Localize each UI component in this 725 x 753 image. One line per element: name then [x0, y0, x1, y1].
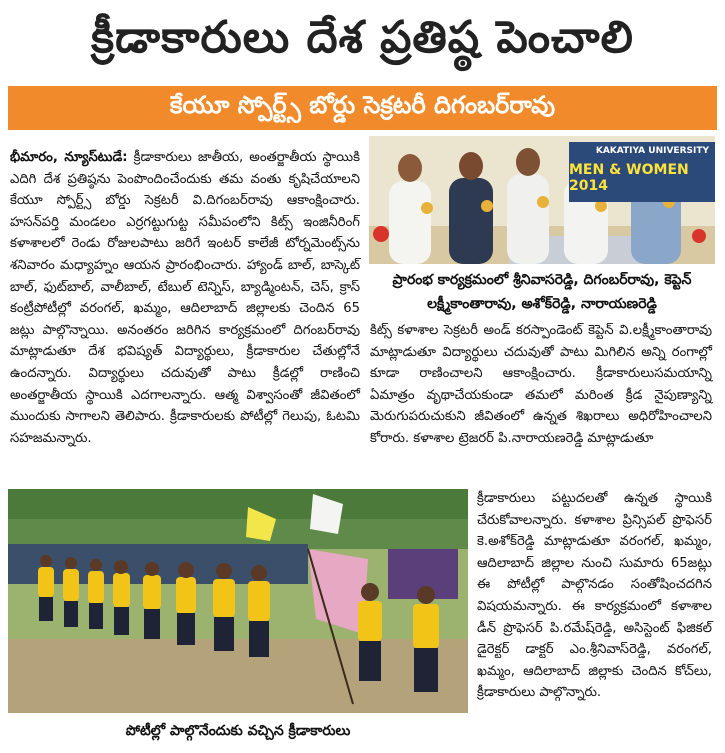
subheadline: కేయూ స్పోర్ట్స్ బోర్డు సెక్రటరీ దిగంబర్‌రావు — [169, 91, 556, 119]
article-column-1-text: క్రీడాకారులు జాతీయ, అంతర్జాతీయ స్థాయికి ఎదిగి దేశ ప్రతిష్ఠను పెంపొందించేందుకు తమ వంతు కృషిచేయాలని కేయూ స్పోర్ట్స్ బోర్డు సెక్రటరీ వి.దిగంబర్‌రావు ఆకాంక్షించారు. హసన్‌పర్తి మండలం ఎర్రగట్టుగుట్ట సమీపంలోని కిట్స్ ఇంజినీరింగ్ కళాశాలలో రెండు రోజులపాటు జరిగే ఇంటర్ కాలేజీ టోర్నమెంట్స్‌ను శనివారం మధ్యాహ్నం ఆయన ప్రారంభించారు. హ్యాండ్ బాల్, బాస్కెట్ బాల్, ఫుట్‌బాల్, వాలీబాల్, టేబుల్ టెన్నిస్, బ్యాడ్మింటన్, చెస్, క్రాస్ కంట్రీపోటీల్లో వరంగల్, ఖమ్మం, ఆదిలాబాద్ జిల్లాలకు చెందిన 65 జట్లు పాల్గొన్నాయి. అనంతరం జరిగిన కార్యక్రమంలో దిగంబర్‌రావు మాట్లాడుతూ దేశ భవిష్యత్ విద్యార్థులు, క్రీడాకారుల చేతుల్లోనే ఉందన్నారు. విద్యార్థులు చదువుతో పాటు క్రీడల్లో రాణించి అంతర్జాతీయ స్థాయికి ఎదగాలన్నారు. ఆత్మ విశ్వాసంతో జీవితంలో ముందుకు సాగాలని తెలిపారు. క్రీడాకారులకు పోటీల్లో గెలుపు, ఓటమి సహజమన్నారు. — [10, 150, 365, 446]
stage-banner-line-2: MEN & WOMEN 2014 — [569, 162, 689, 194]
article-column-1 — [10, 147, 365, 449]
dignitaries-photo-caption: ప్రారంభ కార్యక్రమంలో శ్రీనివాసరెడ్డి, దిగంబర్‌రావు, కెప్టెన్ లక్ష్మీకాంతారావు, అశోక్‌రెడ్డి, నారాయణరెడ్డి — [392, 272, 692, 312]
stage-banner — [569, 142, 715, 202]
march-past-photo — [8, 489, 468, 713]
subheadline-bar — [8, 86, 717, 130]
stage-banner-line-1: KAKATIYA UNIVERSITY — [595, 146, 709, 156]
march-past-photo-caption: పోటీల్లో పాల్గొనేందుకు వచ్చిన క్రీడాకారులు — [125, 723, 351, 739]
march-past-photo-image — [8, 489, 468, 713]
headline: క్రీడాకారులు దేశ ప్రతిష్ఠ పెంచాలి — [91, 12, 634, 63]
dignitaries-photo — [369, 136, 715, 264]
article-dateline: భీమారం, న్యూస్‌టుడే: — [10, 150, 128, 165]
article-column-3: క్రీడాకారులు పట్టుదలతో ఉన్నత స్థాయికి చేరుకోవాలన్నారు. కళాశాల ప్రిన్సిపల్ ప్రొఫెసర్ కె.అశోక్‌రెడ్డి మాట్లాడుతూ వరంగల్, ఖమ్మం, ఆదిలాబాద్ జిల్లాల నుంచి సుమారు 65జట్లు ఈ పోటీల్లో పాల్గొనడం సంతోషించదగిన విషయమన్నారు. ఈ కార్యక్రమంలో కళాశాల డీన్ ప్రొఫెసర్ పి.రమేష్‌రెడ్డి, అసిస్టెంట్ ఫిజికల్ డైరెక్టర్ డాక్టర్ ఎం.శ్రీనివాస్‌రెడ్డి, వరంగల్, ఖమ్మం, ఆదిలాబాద్ జిల్లాకు చెందిన కోచ్‌లు, క్రీడాకారులు పాల్గొన్నారు. — [477, 491, 717, 701]
article-column-2: కిట్స్ కళాశాల సెక్రటరీ అండ్ కరస్పాండెంట్ కెప్టెన్ వి.లక్ష్మీకాంతారావు మాట్లాడుతూ విద్యార్థులు చదువుతో పాటు మిగిలిన అన్ని రంగాల్లో కూడా రాణించాలని ఆకాంక్షించారు. క్రీడాకారులుసమయాన్ని ఏమాత్రం వృథాచేయకుండా తమలో మరింత క్రీడ నైపుణ్యాన్ని మెరుగుపరుచుకుని జీవితంలో ఉన్నత శిఖరాలు అధిరోహించాలని కోరారు. కళాశాల ట్రెజరర్ పి.నారాయణరెడ్డి మాట్లాడుతూ — [370, 323, 717, 446]
